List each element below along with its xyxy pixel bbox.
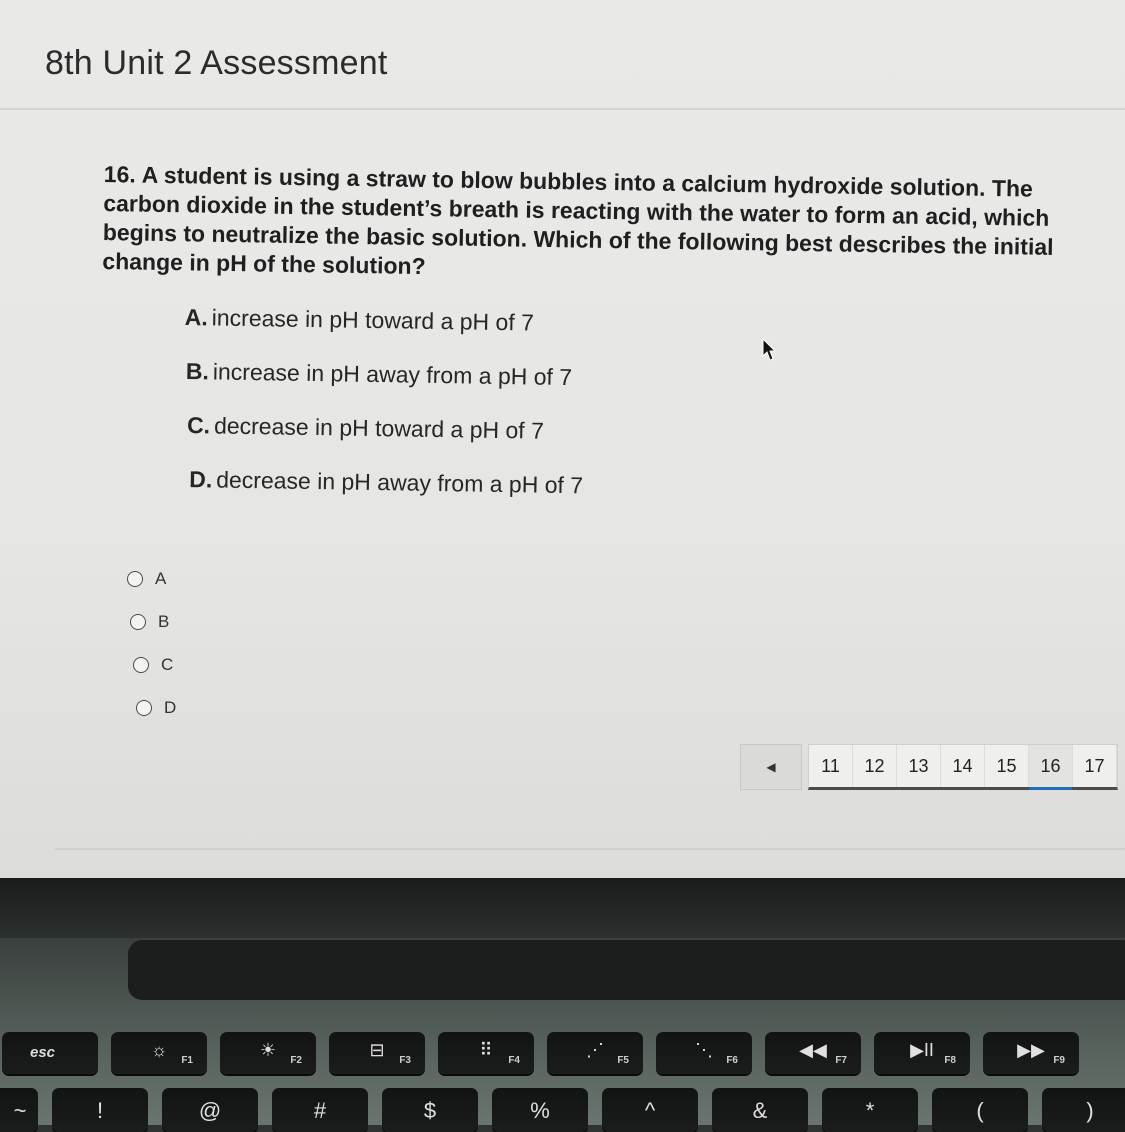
f5-key[interactable] [547,1032,643,1074]
choice-list [182,302,586,524]
choice-d [189,464,584,524]
choice-letter: D. [189,466,213,493]
key-glyph: & [752,1098,768,1123]
mouse-pointer-icon [762,338,776,362]
answer-radio-group [127,557,176,729]
radio-option-d[interactable] [136,686,176,729]
asterisk-key[interactable] [822,1088,918,1132]
rewind-icon: ◀◀ [799,1040,827,1060]
f3-key[interactable] [329,1032,425,1074]
tilde-key[interactable] [0,1088,38,1132]
percent-key[interactable] [492,1088,588,1132]
paren-close-key[interactable] [1042,1088,1125,1132]
ampersand-key[interactable] [712,1088,808,1132]
radio-button[interactable] [130,614,146,630]
choice-letter: B. [185,358,210,385]
choice-text: increase in pH toward a pH of 7 [211,304,535,336]
keyboard-light-down-icon: ⋰ [586,1040,604,1060]
launchpad-icon: ⠿ [479,1040,493,1060]
question-number: 16. [103,160,136,188]
key-label: F3 [399,1055,411,1066]
radio-label[interactable]: D [164,697,177,717]
radio-button[interactable] [127,571,143,587]
radio-option-a[interactable] [127,557,176,600]
page-button-17[interactable]: 17 [1073,745,1117,787]
function-key-row [0,1032,1079,1074]
choice-text: decrease in pH toward a pH of 7 [213,412,545,444]
page-button-12[interactable]: 12 [853,745,897,787]
radio-label[interactable]: C [161,654,174,674]
radio-label[interactable]: B [158,611,170,631]
radio-label[interactable]: A [155,568,167,588]
f1-key[interactable] [111,1032,207,1074]
panel-bottom-border [55,848,1125,850]
paren-open-key[interactable] [932,1088,1028,1132]
key-glyph: $ [423,1098,437,1123]
key-label: F7 [835,1055,847,1066]
key-label: F5 [617,1055,629,1066]
key-label: F2 [290,1055,302,1066]
choice-letter: C. [186,412,211,439]
radio-option-c[interactable] [133,643,176,686]
key-glyph: @ [198,1098,222,1123]
f4-key[interactable] [438,1032,534,1074]
at-key[interactable] [162,1088,258,1132]
header-divider [0,108,1125,110]
page-number-list [808,744,1118,790]
radio-option-b[interactable] [130,600,176,643]
page-button-15[interactable]: 15 [985,745,1029,787]
brightness-down-icon: ☼ [150,1040,168,1060]
key-label: F6 [726,1055,738,1066]
hash-key[interactable] [272,1088,368,1132]
question-stem [102,160,1079,291]
key-glyph: ! [96,1098,104,1123]
caret-key[interactable] [602,1088,698,1132]
page-button-11[interactable]: 11 [809,745,853,787]
exclamation-key[interactable] [52,1088,148,1132]
f7-key[interactable] [765,1032,861,1074]
question-text: A student is using a straw to blow bubbles into a calcium hydroxide solution. The carbon dioxide in the student’s breath is reacting with the water to form an acid, which begins to neutralize the basic solution. Which of the following best describes the initial change in pH of the solution? [102,161,1054,280]
radio-button[interactable] [133,657,149,673]
radio-button[interactable] [136,700,152,716]
key-glyph: ^ [644,1098,656,1123]
choice-a [184,302,586,362]
page-button-14[interactable]: 14 [941,745,985,787]
choice-b [185,356,585,416]
esc-label: esc [30,1044,56,1061]
mission-control-icon: ⊟ [369,1040,385,1060]
fast-forward-icon: ▶▶ [1017,1040,1045,1060]
f6-key[interactable] [656,1032,752,1074]
key-glyph: # [313,1098,327,1123]
choice-c [186,410,584,470]
key-glyph: ( [976,1098,984,1123]
brightness-up-icon: ☀ [259,1040,277,1060]
page-button-13[interactable]: 13 [897,745,941,787]
laptop-hinge [128,940,1125,1000]
laptop-bezel [0,878,1125,938]
keyboard-light-up-icon: ⋱ [695,1040,713,1060]
key-label: F9 [1053,1055,1065,1066]
play-pause-icon: ▶II [910,1040,934,1060]
previous-page-button[interactable] [740,744,802,790]
number-key-row [0,1088,1125,1132]
choice-letter: A. [184,303,208,331]
key-label: F1 [181,1055,193,1066]
key-label: F8 [944,1055,956,1066]
key-glyph: * [865,1098,875,1123]
choice-text: decrease in pH away from a pH of 7 [216,466,584,499]
key-glyph: ~ [13,1098,27,1123]
key-label: F4 [508,1055,520,1066]
key-glyph: ) [1086,1098,1094,1123]
chevron-left-icon: ◀ [766,760,776,774]
esc-key[interactable] [2,1032,98,1074]
key-glyph: % [530,1098,550,1123]
f8-key[interactable] [874,1032,970,1074]
page-button-16-current[interactable]: 16 [1029,745,1073,787]
question-pagination [740,744,1118,790]
dollar-key[interactable] [382,1088,478,1132]
choice-text: increase in pH away from a pH of 7 [212,358,573,391]
f2-key[interactable] [220,1032,316,1074]
page-title: 8th Unit 2 Assessment [45,44,388,82]
f9-key[interactable] [983,1032,1079,1074]
